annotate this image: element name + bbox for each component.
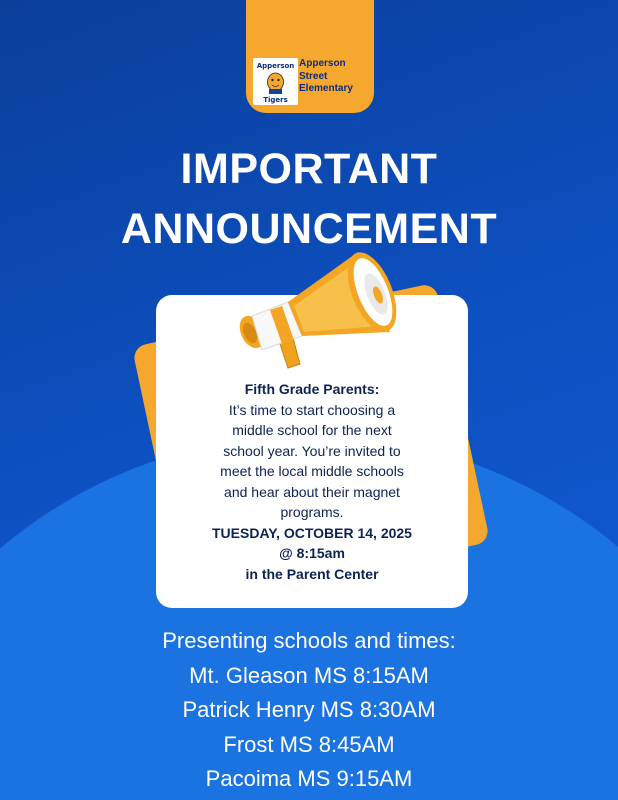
announcement-text <box>156 379 468 584</box>
school-name-line: Apperson <box>299 58 346 69</box>
logo-badge-bottom-text: Tigers <box>263 96 288 104</box>
announcement-body-line: meet the local middle schools <box>220 463 404 479</box>
announcement-body-line: It’s time to start choosing a <box>228 401 396 418</box>
school-item: Frost MS 8:45AM <box>223 731 395 757</box>
announcement-heading: Fifth Grade Parents: <box>244 381 380 397</box>
headline-line-1: IMPORTANT <box>180 145 438 193</box>
announcement-body-line: programs. <box>280 504 344 520</box>
tiger-mascot-icon <box>253 58 298 105</box>
event-location: in the Parent Center <box>245 565 379 582</box>
schools-heading: Presenting schools and times: <box>162 628 456 653</box>
event-date: TUESDAY, OCTOBER 14, 2025 <box>212 524 412 541</box>
school-item: Mt. Gleason MS 8:15AM <box>189 662 429 688</box>
event-time: @ 8:15am <box>279 545 345 561</box>
school-logo <box>253 58 298 105</box>
announcement-body-line: middle school for the next <box>232 422 392 438</box>
school-name-line: Street <box>299 70 328 82</box>
headline-line-2: ANNOUNCEMENT <box>120 205 498 253</box>
school-item: Patrick Henry MS 8:30AM <box>182 697 436 722</box>
school-name-line: Elementary <box>299 83 353 94</box>
logo-badge-top-text: Apperson <box>256 62 295 70</box>
schools-list <box>0 624 618 797</box>
megaphone-icon <box>230 240 400 380</box>
announcement-body-line: and hear about their magnet <box>224 483 400 500</box>
school-item: Pacoima MS 9:15AM <box>205 766 413 791</box>
school-name <box>299 58 371 96</box>
announcement-body-line: school year. You’re invited to <box>223 442 401 459</box>
